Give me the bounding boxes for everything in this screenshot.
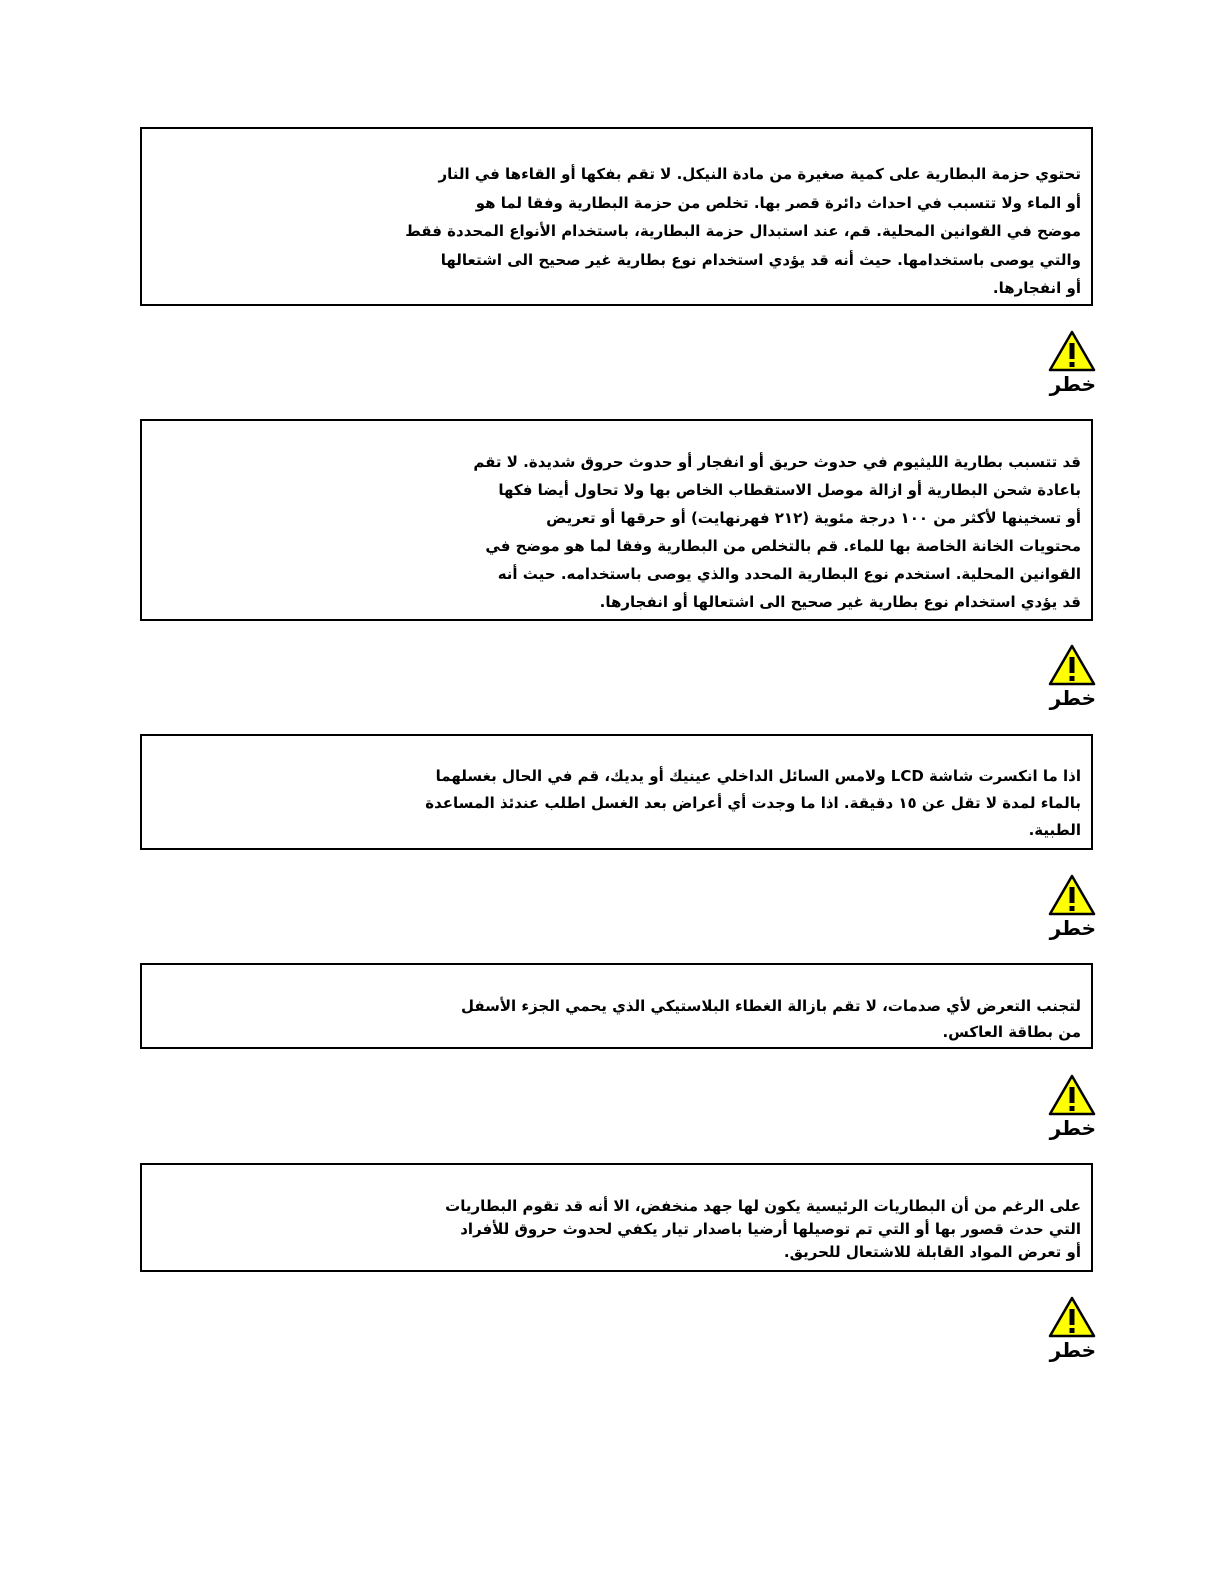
- notice-line: أو الماء ولا تتسبب في احداث دائرة قصر بها. تخلص من حزمة البطارية وفقا لما هو: [475, 193, 1081, 212]
- warning-triangle-icon: [1048, 644, 1096, 686]
- notice-line: الطبية.: [1028, 821, 1081, 839]
- danger-warning: [1040, 330, 1096, 394]
- warning-triangle-icon: [1048, 330, 1096, 372]
- notice-box-nickel-battery: [140, 127, 1093, 306]
- danger-warning: [1040, 644, 1096, 708]
- notice-line: قد يؤدي استخدام نوع بطارية غير صحيح الى اشتعالها أو انفجارها.: [599, 593, 1081, 611]
- notice-line: من بطاقة العاكس.: [942, 1023, 1081, 1041]
- danger-label: خطر: [1049, 1338, 1096, 1362]
- notice-box-inverter: [140, 963, 1093, 1049]
- danger-label: خطر: [1049, 372, 1096, 396]
- danger-label: خطر: [1049, 916, 1096, 940]
- notice-line: أو تعرض المواد القابلة للاشتعال للحريق.: [783, 1243, 1081, 1261]
- notice-line: باعادة شحن البطارية أو ازالة موصل الاستقطاب الخاص بها ولا تحاول أيضا فكها: [498, 481, 1081, 499]
- notice-line: أو تسخينها لأكثر من ١٠٠ درجة مئوية (٢١٢ فهرنهايت) أو حرقها أو تعريض: [546, 509, 1081, 527]
- notice-line: قد تتسبب بطارية الليثيوم في حدوث حريق أو انفجار أو حدوث حروق شديدة. لا تقم: [473, 453, 1081, 471]
- notice-line: بالماء لمدة لا تقل عن ١٥ دقيقة. اذا ما وجدت أي أعراض بعد الغسل اطلب عندئذ المساعدة: [425, 794, 1081, 812]
- notice-line: على الرغم من أن البطاريات الرئيسية يكون لها جهد منخفض، الا أنه قد تقوم البطاريات: [445, 1197, 1081, 1215]
- warning-triangle-icon: [1048, 1296, 1096, 1338]
- notice-box-main-batteries: [140, 1163, 1093, 1272]
- warning-triangle-icon: [1048, 874, 1096, 916]
- notice-line: تحتوي حزمة البطارية على كمية صغيرة من مادة النيكل. لا تقم بفكها أو القاءها في النار: [438, 165, 1081, 183]
- danger-warning: [1040, 1074, 1096, 1138]
- notice-line: والتي يوصى باستخدامها. حيث أنه قد يؤدي استخدام نوع بطارية غير صحيح الى اشتعالها: [440, 250, 1081, 269]
- danger-warning: [1040, 1296, 1096, 1360]
- warning-triangle-icon: [1048, 1074, 1096, 1116]
- notice-line: لتجنب التعرض لأي صدمات، لا تقم بازالة الغطاء البلاستيكي الذي يحمي الجزء الأسفل: [460, 997, 1081, 1015]
- notice-line: اذا ما انكسرت شاشة LCD ولامس السائل الداخلي عينيك أو يديك، قم في الحال بغسلهما: [435, 767, 1081, 785]
- notice-line: التي حدث قصور بها أو التي تم توصيلها أرضيا باصدار تيار يكفي لحدوث حروق للأفراد: [460, 1220, 1081, 1238]
- danger-label: خطر: [1049, 686, 1096, 710]
- notice-line: موضح في القوانين المحلية. قم، عند استبدال حزمة البطارية، باستخدام الأنواع المحددة فقط: [405, 222, 1081, 240]
- notice-box-lcd: [140, 734, 1093, 850]
- danger-warning: [1040, 874, 1096, 938]
- notice-line: محتويات الخانة الخاصة بها للماء. قم بالتخلص من البطارية وفقا لما هو موضح في: [485, 537, 1081, 555]
- notice-box-lithium-battery: [140, 419, 1093, 621]
- danger-label: خطر: [1049, 1116, 1096, 1140]
- notice-line: أو انفجارها.: [992, 279, 1081, 297]
- notice-line: القوانين المحلية. استخدم نوع البطارية المحدد والذي يوصى باستخدامه. حيث أنه: [497, 565, 1081, 583]
